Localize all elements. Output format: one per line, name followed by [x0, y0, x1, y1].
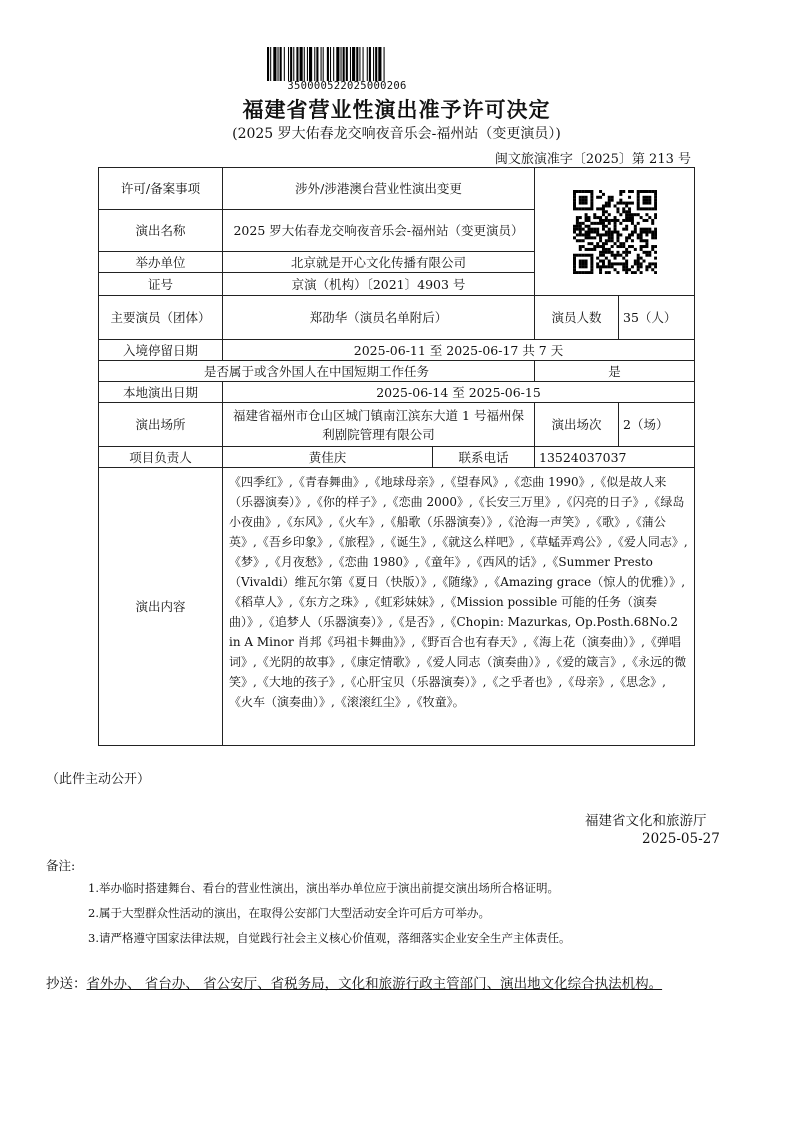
- document-number: 闽文旅演准字〔2025〕第 213 号: [494, 152, 691, 167]
- remark-item: 1.举办临时搭建舞台、看台的营业性演出，演出举办单位应于演出前提交演出场所合格证明。: [88, 881, 559, 895]
- document-subtitle: (2025 罗大佑春龙交响夜音乐会-福州站（变更演员）): [232, 126, 561, 142]
- performers-value: 郑劭华（演员名单附后）: [223, 296, 535, 340]
- row-foreigner-work: [99, 361, 695, 382]
- issuer-name: 福建省文化和旅游厅: [585, 813, 707, 829]
- project-lead-value: 黄佳庆: [223, 447, 433, 468]
- row-project-lead: [99, 447, 695, 468]
- performers-label: 主要演员（团体）: [99, 296, 223, 340]
- entry-dates-value: 2025-06-11 至 2025-06-17 共 7 天: [223, 340, 695, 361]
- show-name-label: 演出名称: [99, 210, 223, 252]
- license-type-label: 许可/备案事项: [99, 168, 223, 210]
- barcode-number: 350000522025000206: [287, 80, 407, 92]
- performer-count-value: 35（人）: [619, 296, 695, 340]
- license-no-value: 京演（机构）〔2021〕4903 号: [223, 273, 535, 296]
- organizer-value: 北京就是开心文化传播有限公司: [223, 252, 535, 273]
- content-label: 演出内容: [99, 468, 223, 746]
- sessions-label: 演出场次: [535, 403, 619, 447]
- row-local-dates: [99, 382, 695, 403]
- row-license-type: [99, 168, 695, 210]
- row-venue: [99, 403, 695, 447]
- row-entry-dates: [99, 340, 695, 361]
- organizer-label: 举办单位: [99, 252, 223, 273]
- license-table: [98, 167, 695, 746]
- venue-label: 演出场所: [99, 403, 223, 447]
- phone-label: 联系电话: [433, 447, 535, 468]
- entry-dates-label: 入境停留日期: [99, 340, 223, 361]
- row-performers: [99, 296, 695, 340]
- row-content: [99, 468, 695, 746]
- remark-item: 2.属于大型群众性活动的演出，在取得公安部门大型活动安全许可后方可举办。: [88, 906, 490, 920]
- local-dates-value: 2025-06-14 至 2025-06-15: [223, 382, 695, 403]
- cc-label: 抄送：: [46, 976, 87, 992]
- license-no-label: 证号: [99, 273, 223, 296]
- venue-value: 福建省福州市仓山区城门镇南江滨东大道 1 号福州保利剧院管理有限公司: [223, 403, 535, 447]
- content-value: 《四季红》,《青春舞曲》,《地球母亲》,《望春风》,《恋曲 1990》,《似是故人来（乐器演奏）》,《你的样子》,《恋曲 2000》,《长安三万里》,《闪亮的日子》,《绿岛小夜曲》,《东风》,《火车》,《船歌（乐器演奏）》,《沧海一声笑》,《歌》,《蒲公英》,《吾乡印象》,《旅程》,《诞生》,《就这么样吧》,《草蜢弄鸡公》,《爱人同志》,《梦》,《月夜愁》,《恋曲 1980》,《童年》,《西风的话》,《Summer Presto（Vivaldi）维瓦尔第《夏日（快版）》,《随缘》,《Amazing grace（惊人的优雅）》,《稻草人》,《东方之珠》,《虹彩妹妹》,《Mission possible 可能的任务（演奏曲）》,《追梦人（乐器演奏）》,《是否》,《Chopin: Mazurkas, Op.Posth.68No.2 in A Minor 肖邦《玛祖卡舞曲》》,《野百合也有春天》,《海上花（演奏曲）》,《弹唱词》,《光阴的故事》,《康定情歌》,《爱人同志（演奏曲）》,《爱的箴言》,《永远的微笑》,《大地的孩子》,《心肝宝贝（乐器演奏）》,《之乎者也》,《母亲》,《思念》,《火车（演奏曲）》,《滚滚红尘》,《牧童》。: [223, 468, 695, 746]
- show-name-value: 2025 罗大佑春龙交响夜音乐会-福州站（变更演员）: [223, 210, 535, 252]
- remark-item: 3.请严格遵守国家法律法规，自觉践行社会主义核心价值观，落细落实企业安全生产主体责任。: [88, 931, 571, 945]
- remarks-label: 备注:: [46, 858, 76, 873]
- foreigner-work-label: 是否属于或含外国人在中国短期工作任务: [99, 361, 535, 382]
- issue-date: 2025-05-27: [642, 831, 720, 847]
- foreigner-work-value: 是: [535, 361, 695, 382]
- license-type-value: 涉外/涉港澳台营业性演出变更: [223, 168, 535, 210]
- barcode: [267, 47, 427, 81]
- qr-code: [535, 168, 695, 296]
- sessions-value: 2（场）: [619, 403, 695, 447]
- cc-line: [46, 972, 752, 996]
- document-title: 福建省营业性演出准予许可决定: [242, 97, 551, 122]
- performer-count-label: 演员人数: [535, 296, 619, 340]
- public-note: （此件主动公开）: [46, 772, 151, 787]
- phone-value: 13524037037: [535, 447, 695, 468]
- cc-recipients: 省外办、 省台办、 省公安厅、省税务局，文化和旅游行政主管部门、演出地文化综合执法机构。: [86, 976, 663, 992]
- project-lead-label: 项目负责人: [99, 447, 223, 468]
- local-dates-label: 本地演出日期: [99, 382, 223, 403]
